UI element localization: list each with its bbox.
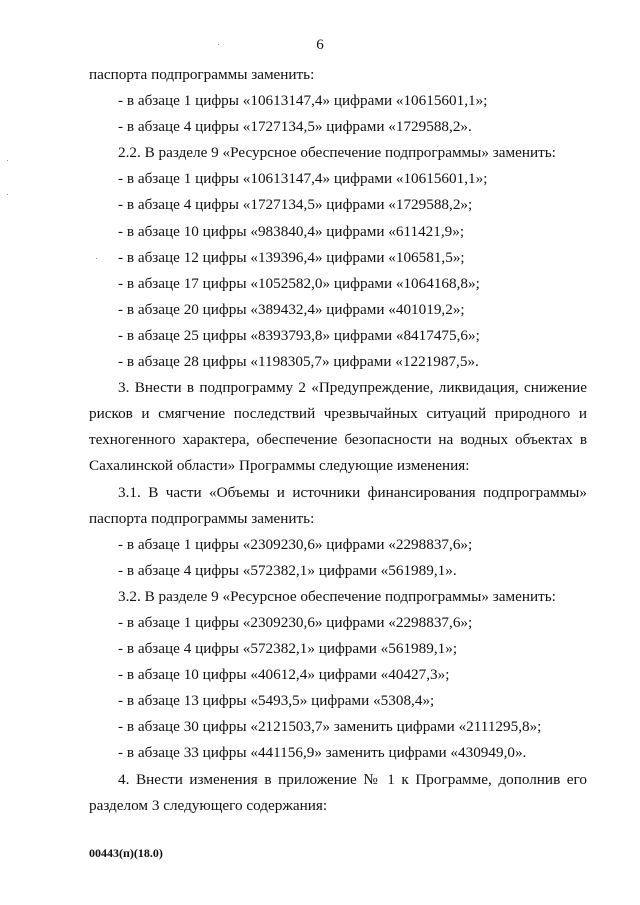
document-paragraph: 3.1. В части «Объемы и источники финансирования подпрограммы» паспорта подпрограммы заменить: xyxy=(89,483,587,527)
document-paragraph: паспорта подпрограммы заменить: xyxy=(89,66,315,83)
scan-speck xyxy=(7,160,8,161)
document-paragraph: - в абзаце 12 цифры «139396,4» цифрами «106581,5»; xyxy=(118,248,465,266)
document-code: 00443(п)(18.0) xyxy=(89,846,163,860)
document-paragraph: - в абзаце 25 цифры «8393793,8» цифрами «8417475,6»; xyxy=(118,326,480,344)
page-number: 6 xyxy=(316,37,324,53)
document-paragraph: - в абзаце 13 цифры «5493,5» цифрами «5308,4»; xyxy=(118,692,435,710)
document-paragraph: 2.2. В разделе 9 «Ресурсное обеспечение подпрограммы» заменить: xyxy=(118,144,556,162)
document-paragraph: - в абзаце 1 цифры «10613147,4» цифрами «10615601,1»; xyxy=(118,170,488,188)
document-paragraph: - в абзаце 1 цифры «2309230,6» цифрами «2298837,6»; xyxy=(118,613,473,631)
document-body xyxy=(89,62,587,819)
document-paragraph: - в абзаце 4 цифры «572382,1» цифрами «561989,1»; xyxy=(118,640,458,658)
document-paragraph: - в абзаце 1 цифры «10613147,4» цифрами «10615601,1»; xyxy=(118,92,488,110)
document-paragraph: - в абзаце 10 цифры «40612,4» цифрами «40427,3»; xyxy=(118,666,450,684)
document-paragraph: - в абзаце 20 цифры «389432,4» цифрами «401019,2»; xyxy=(118,300,465,318)
scan-speck xyxy=(7,194,8,195)
document-paragraph: - в абзаце 10 цифры «983840,4» цифрами «611421,9»; xyxy=(118,222,465,240)
document-paragraph: - в абзаце 30 цифры «2121503,7» заменить цифрами «2111295,8»; xyxy=(118,718,542,736)
document-paragraph: - в абзаце 33 цифры «441156,9» заменить цифрами «430949,0». xyxy=(118,744,527,762)
document-paragraph: - в абзаце 4 цифры «1727134,5» цифрами «1729588,2»; xyxy=(118,196,473,214)
document-paragraph: - в абзаце 28 цифры «1198305,7» цифрами «1221987,5». xyxy=(118,353,479,371)
document-paragraph: - в абзаце 4 цифры «572382,1» цифрами «561989,1». xyxy=(118,561,457,579)
document-paragraph: - в абзаце 17 цифры «1052582,0» цифрами «1064168,8»; xyxy=(118,274,480,292)
document-paragraph: - в абзаце 1 цифры «2309230,6» цифрами «2298837,6»; xyxy=(118,535,473,553)
document-paragraph: - в абзаце 4 цифры «1727134,5» цифрами «1729588,2». xyxy=(118,118,472,136)
document-paragraph: 3. Внести в подпрограмму 2 «Предупреждение, ликвидация, снижение рисков и смягчение последствий чрезвычайных ситуаций природного и техногенного характера, обеспечение безопасности на водных объектах в Сахалинской области» Программы следующие изменения: xyxy=(89,379,587,475)
document-paragraph: 4. Внести изменения в приложение № 1 к Программе, дополнив его разделом 3 следующего содержания: xyxy=(89,770,587,814)
document-paragraph: 3.2. В разделе 9 «Ресурсное обеспечение подпрограммы» заменить: xyxy=(118,587,556,605)
